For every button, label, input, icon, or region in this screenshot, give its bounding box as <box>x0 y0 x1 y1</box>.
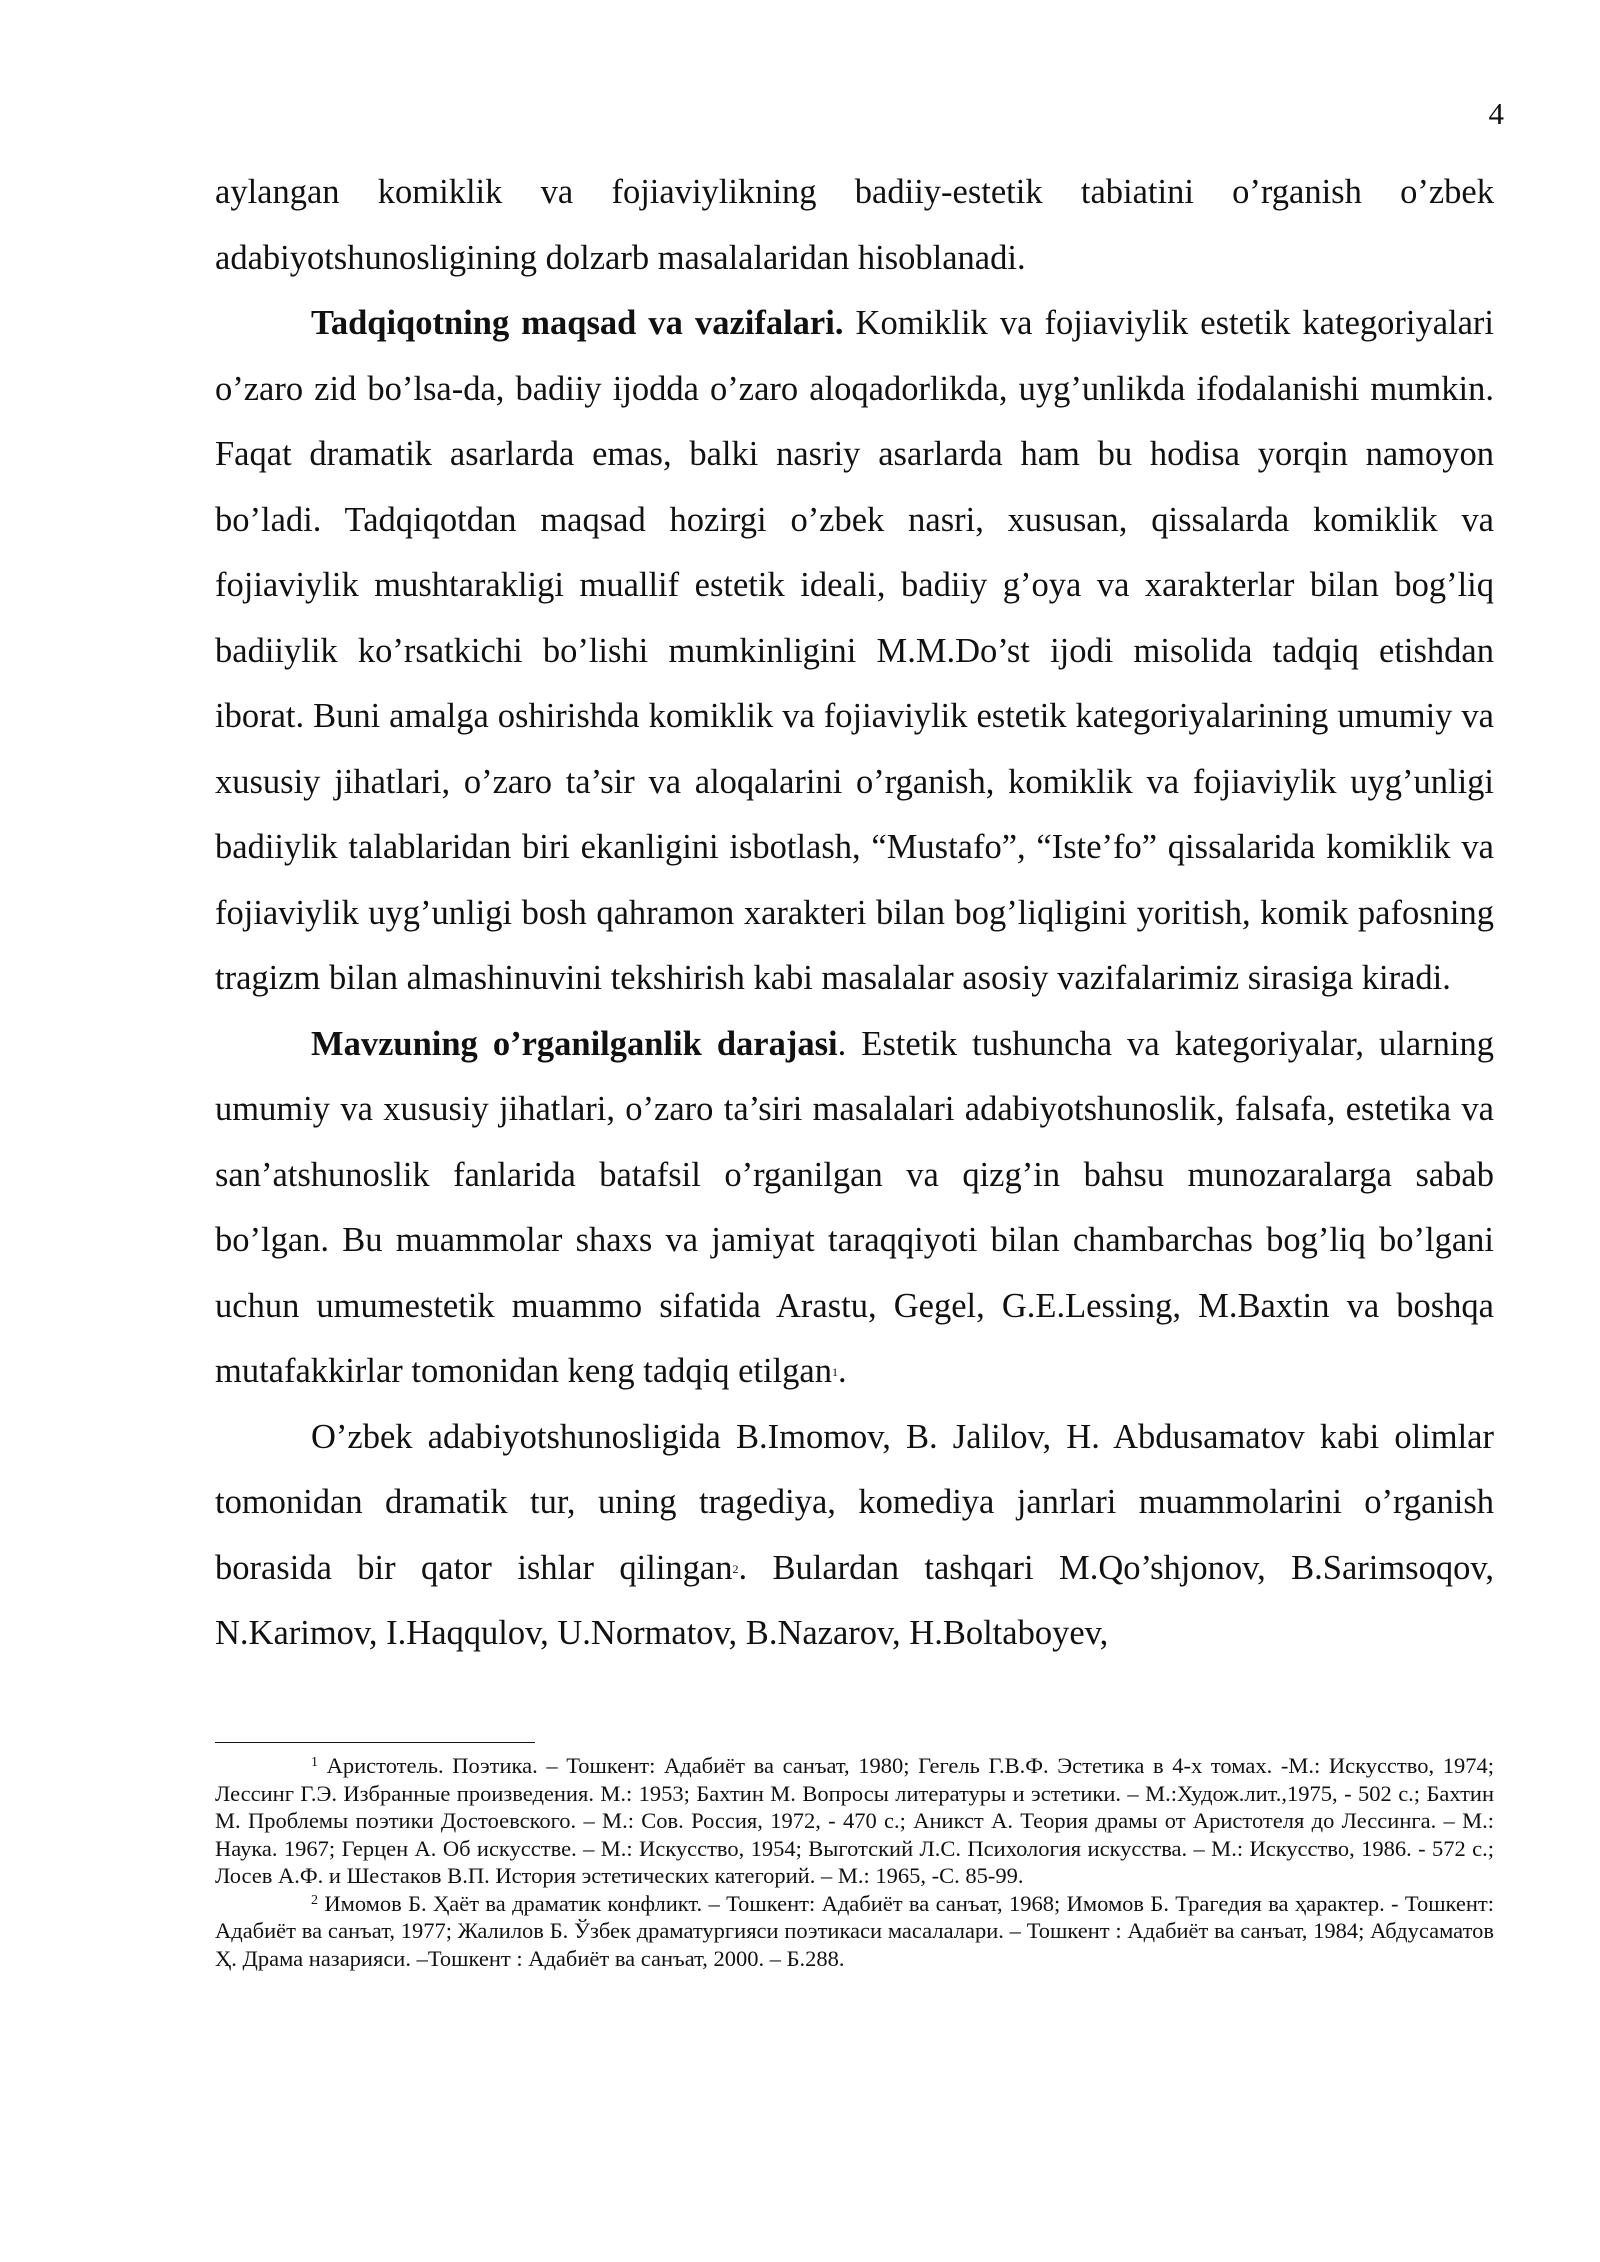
footnote-ref-1[interactable]: 1 <box>832 1365 838 1379</box>
footnote-ref-2[interactable]: 2 <box>732 1561 739 1576</box>
paragraph-research-degree <box>215 1012 1494 1405</box>
footnotes <box>215 1752 1494 1972</box>
body-text <box>215 160 1494 1667</box>
paragraph-uzbek-scholars-tail: . Bulardan tashqari M.Qo’shjonov, B.Sarimsoqov, N.Karimov, I.Haqqulov, U.Normatov, B.Nazarov, H.Boltaboyev, <box>215 1548 1494 1652</box>
paragraph-intro <box>215 160 1494 291</box>
footnote-2-text: Имомов Б. Ҳаёт ва драматик конфликт. – Тошкент: Адабиёт ва санъат, 1968; Имомов Б. Трагедия ва ҳарактер. - Тошкент: Адабиёт ва санъат, 1977; Жалилов Б. Ўзбек драматургияси поэтикаси масалалари. – Тошкент : Адабиёт ва санъат, 1984; Абдусаматов Ҳ. Драма назарияси. –Тошкент : Адабиёт ва санъат, 2000. – Б.288. <box>215 1890 1494 1971</box>
paragraph-research-degree-tail: . <box>838 1352 847 1390</box>
paragraph-uzbek-scholars <box>215 1405 1494 1667</box>
footnote-separator <box>215 1742 535 1743</box>
footnote-1-text: Аристотель. Поэтика. – Тошкент: Адабиёт ва санъат, 1980; Гегель Г.В.Ф. Эстетика в 4-х томах. -М.: Искусство, 1974; Лессинг Г.Э. Избранные произведения. М.: 1953; Бахтин М. Вопросы литературы и эстетики. – М.:Худож.лит.,1975, - 502 с.; Бахтин М. Проблемы поэтики Достоевского. – М.: Сов. Россия, 1972, - 470 с.; Аникст А. Теория драмы от Аристотеля до Лессинга. – М.: Наука. 1967; Герцен А. Об искусстве. – М.: Искусство, 1954; Выготский Л.С. Психология искусства. – М.: Искусство, 1986. - 572 с.; Лосев А.Ф. и Шестаков В.П. История эстетических категорий. – М.: 1965, -С. 85-99. <box>215 1753 1494 1888</box>
paragraph-goals <box>215 291 1494 1012</box>
section-heading-goals: Tadqiqotning maqsad va vazifalari. <box>311 304 844 342</box>
footnote-1-mark: 1 <box>311 1755 318 1770</box>
paragraph-goals-text: Komiklik va fojiaviylik estetik kategoriyalari o’zaro zid bo’lsa-da, badiiy ijodda o’zaro aloqadorlikda, uyg’unlikda ifodalanishi mumkin. Faqat dramatik asarlarda emas, balki nasriy asarlarda ham bu hodisa yorqin namoyon bo’ladi. Tadqiqotdan maqsad hozirgi o’zbek nasri, xususan, qissalarda komiklik va fojiaviylik mushtarakligi muallif estetik ideali, badiiy g’oya va xarakterlar bilan bog’liq badiiylik ko’rsatkichi bo’lishi mumkinligini M.M.Do’st ijodi misolida tadqiq etishdan iborat. Buni amalga oshirishda komiklik va fojiaviylik estetik kategoriyalarining umumiy va xususiy jihatlari, o’zaro ta’sir va aloqalarini o’rganish, komiklik va fojiaviylik uyg’unligi badiiylik talablaridan biri ekanligini isbotlash, “Mustafo”, “Iste’fo” qissalarida komiklik va fojiaviylik uyg’unligi bosh qahramon xarakteri bilan bog’liqligini yoritish, komik pafosning tragizm bilan almashinuvini tekshirish kabi masalalar asosiy vazifalarimiz sirasiga kiradi. <box>215 304 1494 997</box>
page-number: 4 <box>1488 96 1504 131</box>
footnote-1 <box>215 1752 1494 1890</box>
paragraph-research-degree-text: . Estetik tushuncha va kategoriyalar, ularning umumiy va xususiy jihatlari, o’zaro ta’siri masalalari adabiyotshunoslik, falsafa, estetika va san’atshunoslik fanlarida batafsil o’rganilgan va qizg’in bahsu munozaralarga sabab bo’lgan. Bu muammolar shaxs va jamiyat taraqqiyoti bilan chambarchas bog’liq bo’lgani uchun umumestetik muammo sifatida Arastu, Gegel, G.E.Lessing, M.Baxtin va boshqa mutafakkirlar tomonidan keng tadqiq etilgan <box>215 1024 1495 1390</box>
footnote-2-mark: 2 <box>311 1892 318 1908</box>
paragraph-uzbek-scholars-text: O’zbek adabiyotshunosligida B.Imomov, B. Jalilov, H. Abdusamatov kabi olimlar tomonidan dramatik tur, uning tragediya, komediya janrlari muammolarini o’rganish borasida bir qator ishlar qilingan <box>215 1417 1494 1587</box>
footnote-2 <box>215 1890 1494 1973</box>
paragraph-intro-text: aylangan komiklik va fojiaviylikning badiiy-estetik tabiatini o’rganish o’zbek adabiyotshunosligining dolzarb masalalaridan hisoblanadi. <box>215 173 1494 277</box>
section-heading-research-degree: Mavzuning o’rganilganlik darajasi <box>311 1024 838 1063</box>
